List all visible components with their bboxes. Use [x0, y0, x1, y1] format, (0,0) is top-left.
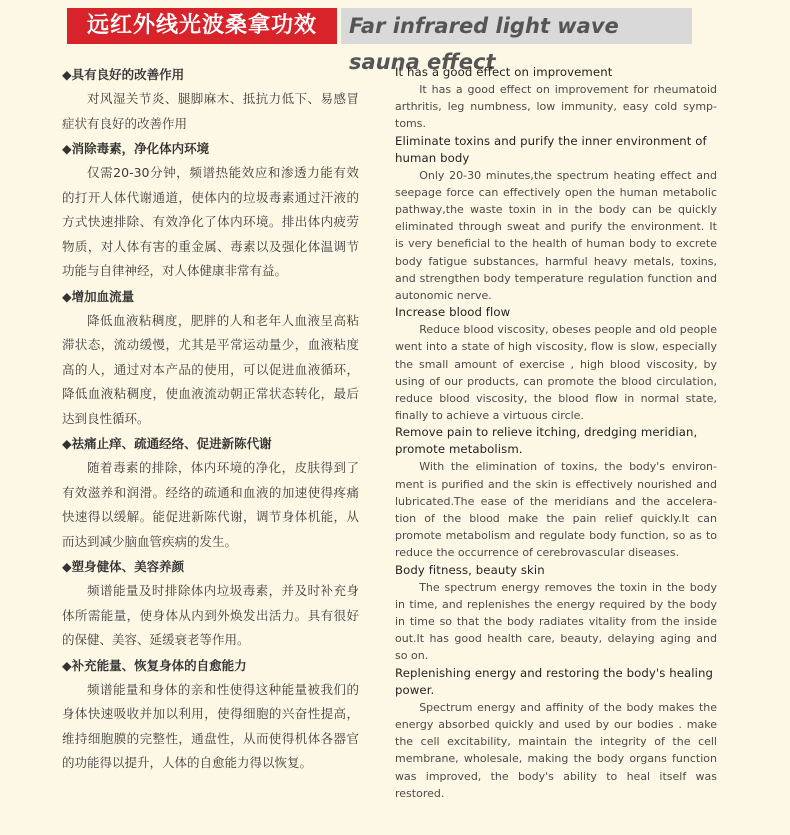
section-cn-improvement	[62, 62, 359, 136]
chinese-column	[62, 62, 359, 776]
section-en-improvement	[395, 64, 717, 133]
title-chinese: 远红外线光波桑拿功效	[67, 8, 337, 44]
section-cn-detox	[62, 136, 359, 284]
section-heading: ◆具有良好的改善作用	[62, 67, 185, 82]
section-cn-fitness	[62, 554, 359, 653]
english-column	[395, 64, 717, 802]
section-body: Only 20-30 minutes,the spectrum heating effect and seepage force can effectively open the human metabolic pathway,the waste toxin in in the body can be quickly eliminated through sweat and purify the environment. It is very beneficial to the health of human body to excrete body fatigue substances, harmful heavy metals, toxins, and strengthen body temperature regulation function and autonomic nerve.	[395, 168, 717, 303]
section-body: 频谱能量及时排除体内垃圾毒素，并及时补充身体所需能量，使身体从内到外焕发出活力。具有很好的保健、美容、延缓衰老等作用。	[62, 583, 359, 647]
section-body: 对风湿关节炎、腿脚麻木、抵抗力低下、易感冒症状有良好的改善作用	[62, 91, 359, 131]
section-body: 降低血液粘稠度，肥胖的人和老年人血液呈高粘滞状态，流动缓慢，尤其是平常运动量少，血液粘度高的人，通过对本产品的使用，可以促进血液循环，降低血液粘稠度，使血液流动朝正常状态转化，最后达到良性循环。	[62, 312, 359, 426]
section-heading: Increase blood flow	[395, 305, 511, 320]
section-cn-pain-relief	[62, 431, 359, 554]
section-en-detox	[395, 133, 717, 305]
section-heading: ◆增加血流量	[62, 288, 135, 304]
section-heading: Body fitness, beauty skin	[395, 562, 545, 577]
section-body: The spectrum energy removes the toxin in the body in time, and replenishes the energy required by the body in time so that the body radiates vitality from the inside out.It has good health care, beauty, delaying aging and so on.	[395, 580, 717, 663]
section-body: 仅需20-30分钟，频谱热能效应和渗透力能有效的打开人体代谢通道，使体内的垃圾毒素通过汗液的方式快速排除、有效净化了体内环境。排出体内疲劳物质，对人体有害的重金属、毒素以及强化体温调节功能与自律神经，对人体健康非常有益。	[62, 165, 359, 278]
section-en-pain-relief	[395, 424, 717, 561]
section-heading: Replenishing energy and restoring the body's healing power.	[395, 665, 713, 697]
section-heading: ◆补充能量、恢复身体的自愈能力	[62, 657, 247, 673]
section-en-fitness	[395, 562, 717, 665]
section-heading: ◆塑身健体、美容养颜	[62, 559, 185, 574]
section-heading: ◆消除毒素，净化体内环境	[62, 141, 210, 156]
section-cn-blood-flow	[62, 284, 359, 432]
section-heading: Eliminate toxins and purify the inner environment of human body	[395, 133, 707, 165]
section-body: It has a good effect on improvement for rheumatoid arthritis, leg numbness, low immunity, easy cold symp-toms.	[395, 83, 717, 131]
section-body: Reduce blood viscosity, obeses people and old people went into a state of high viscosity, flow is slow, especially the small amount of exercise , high blood viscosity, by using of our products, can promote the blood circulation, reduce blood viscosity, the blood flow in normal state, finally to achieve a virtuous circle.	[395, 323, 717, 423]
section-heading: Remove pain to relieve itching, dredging meridian, promote metabolism.	[395, 425, 698, 457]
section-body: 频谱能量和身体的亲和性使得这种能量被我们的身体快速吸收并加以利用，使得细胞的兴奋性提高，维持细胞膜的完整性，通盘性，从而使得机体各器官的功能得以提升，人体的自愈能力得以恢复。	[62, 681, 359, 770]
section-cn-energy	[62, 653, 359, 776]
section-body: Spectrum energy and affinity of the body makes the energy absorbed quickly and used by our bodies . make the cell excitability, maintain the integrity of the cell membrane, wholesale, making the body organs function was improved, the body's ability to heal itself was restored.	[395, 700, 717, 800]
section-en-energy	[395, 665, 717, 802]
section-en-blood-flow	[395, 304, 717, 424]
section-body: With the elimination of toxins, the body's environ-ment is purified and the skin is effectively nourished and lubricated.The ease of the meridians and the accelera-tion of the blood make the pain relief quickly.It can promote metabolism and regulate body function, so as to reduce the occurrence of cerebrovascular diseases.	[395, 460, 717, 560]
section-heading: It has a good effect on improvement	[395, 65, 613, 79]
section-body: 随着毒素的排除，体内环境的净化，皮肤得到了有效滋养和润滑。经络的疏通和血液的加速使得疼痛快速得以缓解。能促进新陈代谢，调节身体机能，从而达到减少脑血管疾病的发生。	[62, 460, 359, 549]
title-english: Far infrared light wave sauna effect	[337, 8, 692, 44]
section-heading: ◆祛痛止痒、疏通经络、促进新陈代谢	[62, 436, 272, 451]
